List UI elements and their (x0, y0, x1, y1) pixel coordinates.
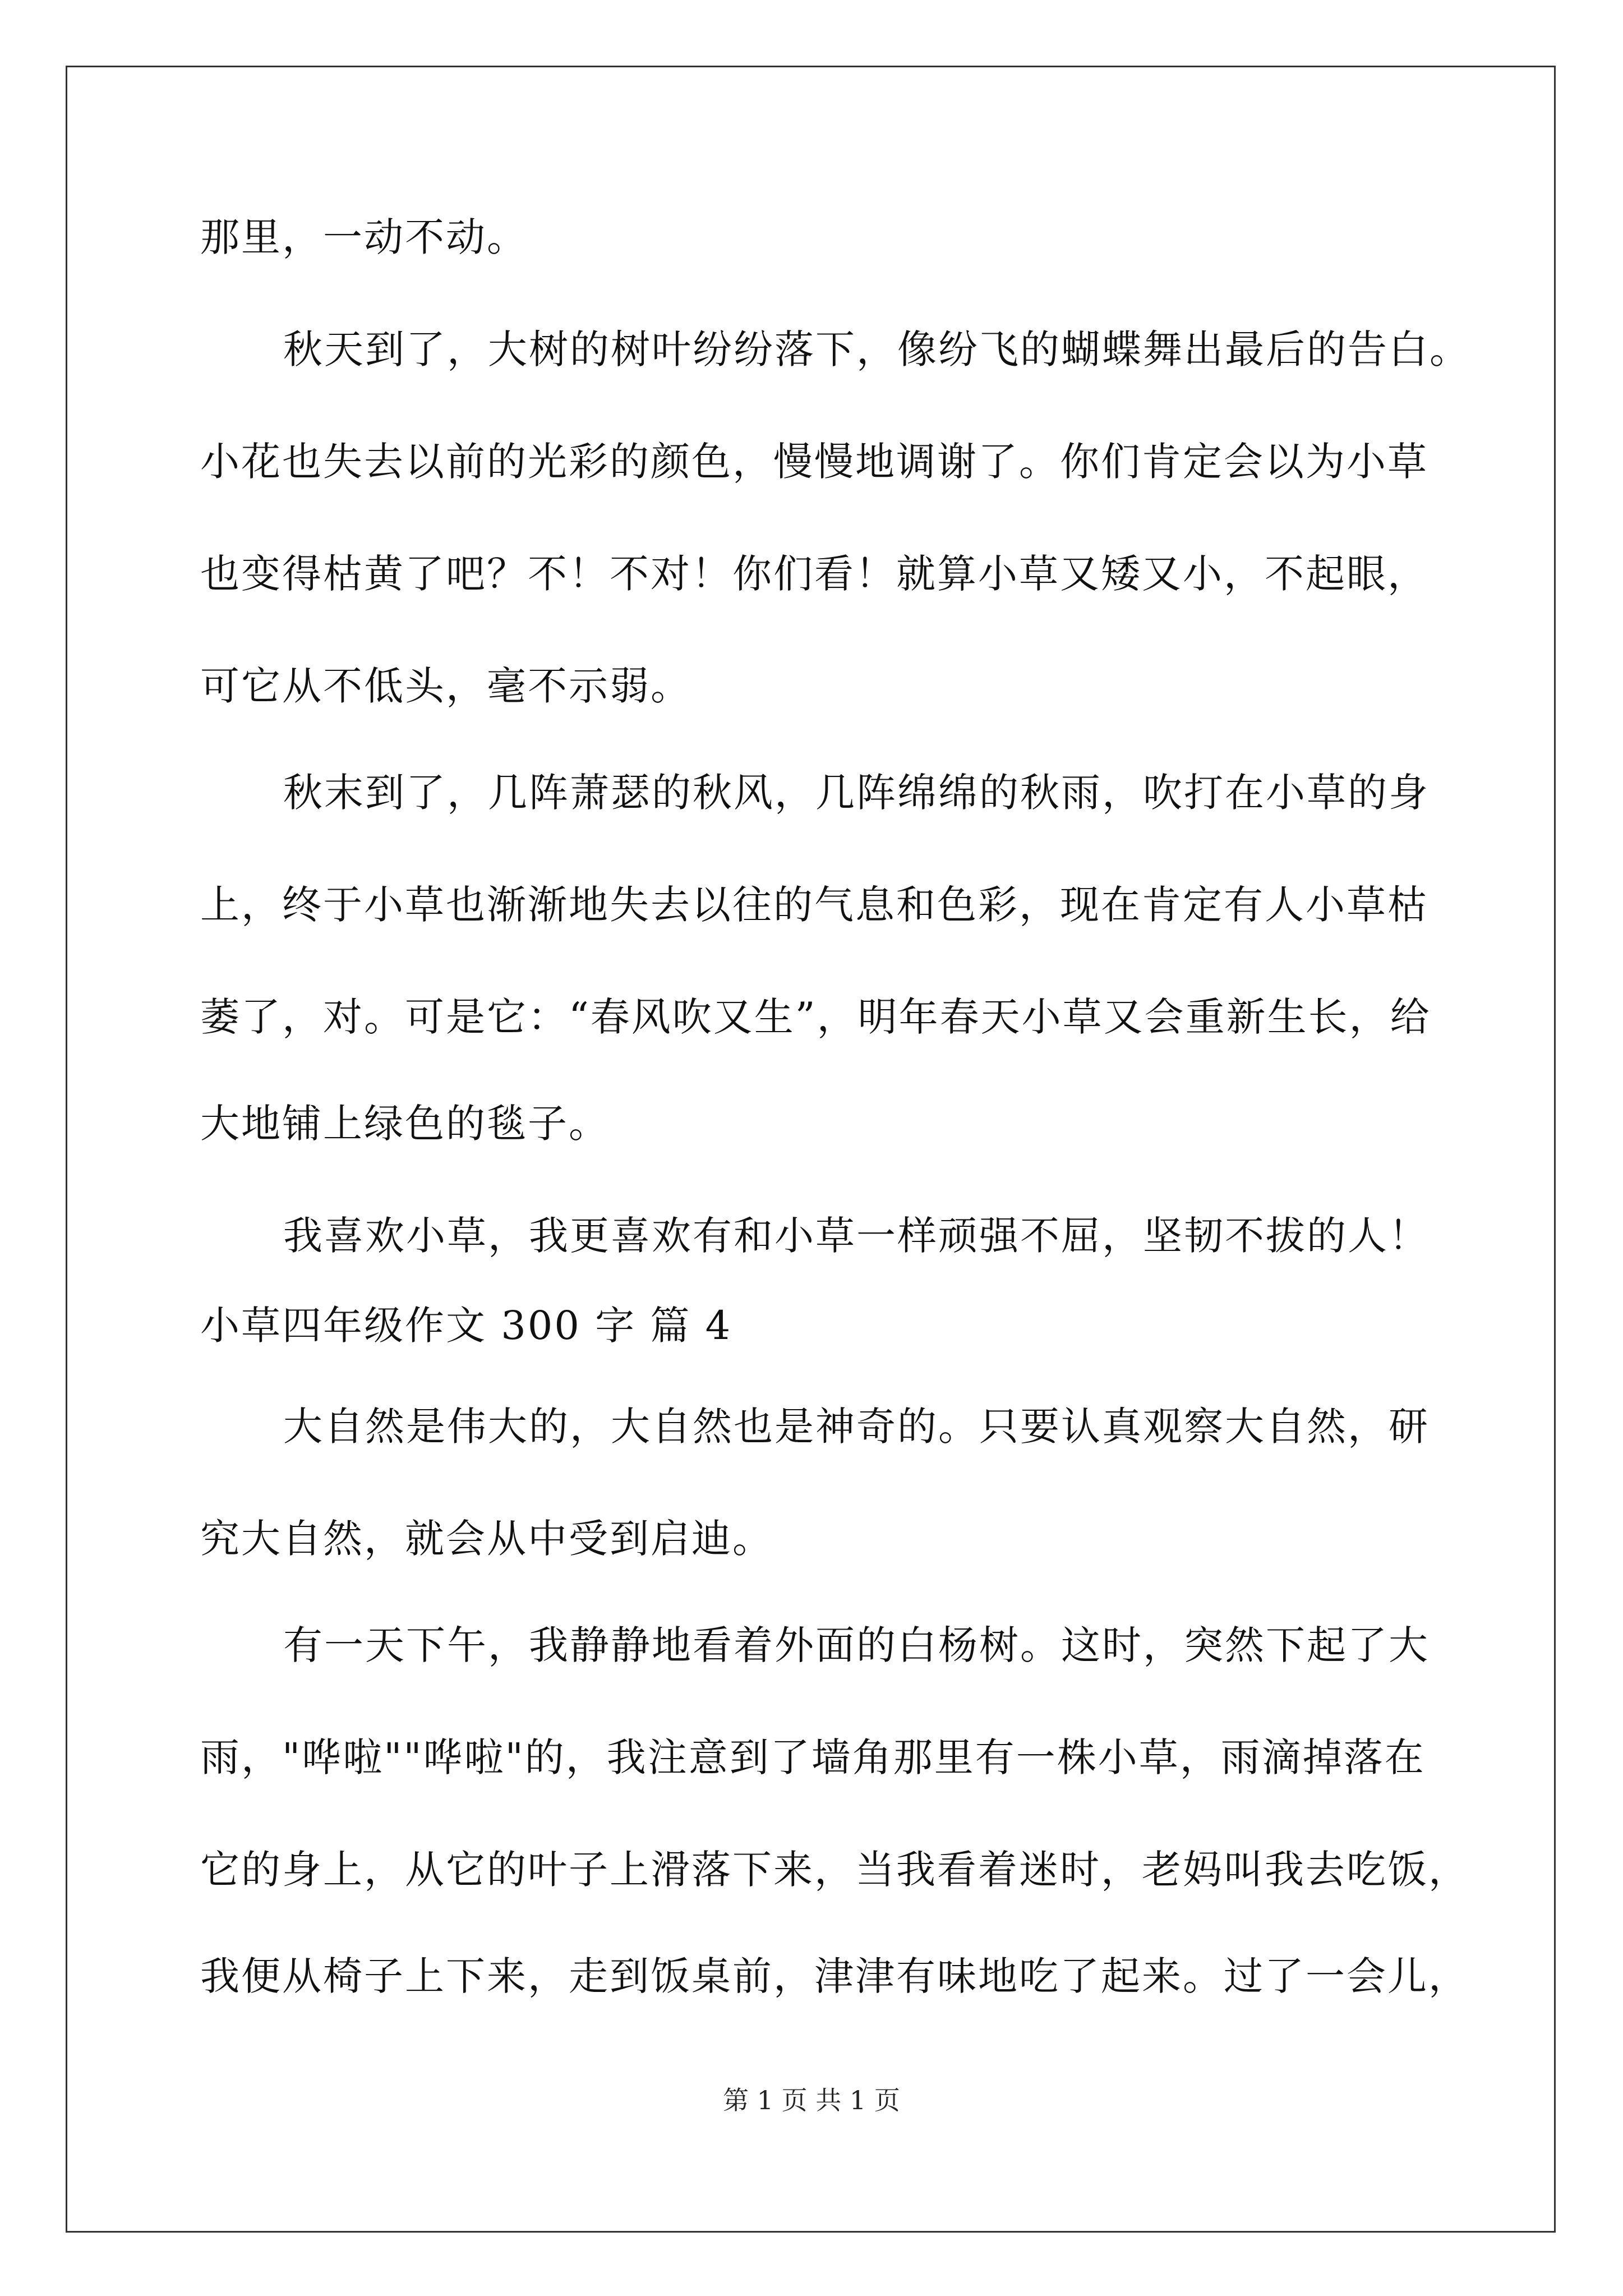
page-border (66, 66, 1556, 2233)
text-line: 也变得枯黄了吧？不！不对！你们看！就算小草又矮又小，不起眼， (200, 551, 1428, 597)
text-line: 我便从椅子上下来，走到饭桌前，津津有味地吃了起来。过了一会儿， (200, 1953, 1469, 1999)
text-line: 那里，一动不动。 (200, 214, 528, 260)
section-heading: 小草四年级作文 300 字 篇 4 (200, 1303, 732, 1349)
paragraph-start: 我喜欢小草，我更喜欢有和小草一样顽强不屈，坚韧不拔的人！ (283, 1213, 1430, 1259)
paragraph-start: 大自然是伟大的，大自然也是神奇的。只要认真观察大自然，研 (283, 1404, 1430, 1450)
text-line: 雨，"哗啦""哗啦"的，我注意到了墙角那里有一株小草，雨滴掉落在 (200, 1734, 1426, 1780)
paragraph-start: 秋天到了，大树的树叶纷纷落下，像纷飞的蝴蝶舞出最后的告白。 (283, 326, 1470, 372)
text-line: 萎了，对。可是它：“春风吹又生”，明年春天小草又会重新生长，给 (200, 994, 1431, 1040)
text-line: 可它从不低头，毫不示弱。 (200, 663, 691, 709)
text-line: 大地铺上绿色的毯子。 (200, 1101, 610, 1147)
text-line: 小花也失去以前的光彩的颜色，慢慢地调谢了。你们肯定会以为小草 (200, 439, 1428, 485)
page-footer: 第 1 页 共 1 页 (723, 2085, 900, 2115)
text-line: 究大自然，就会从中受到启迪。 (200, 1516, 773, 1562)
paragraph-start: 有一天下午，我静静地看着外面的白杨树。这时，突然下起了大 (283, 1622, 1430, 1668)
paragraph-start: 秋末到了，几阵萧瑟的秋风，几阵绵绵的秋雨，吹打在小草的身 (283, 770, 1430, 816)
text-line: 它的身上，从它的叶子上滑落下来，当我看着迷时，老妈叫我去吃饭， (200, 1847, 1469, 1893)
text-line: 上，终于小草也渐渐地失去以往的气息和色彩，现在肯定有人小草枯 (200, 882, 1428, 928)
